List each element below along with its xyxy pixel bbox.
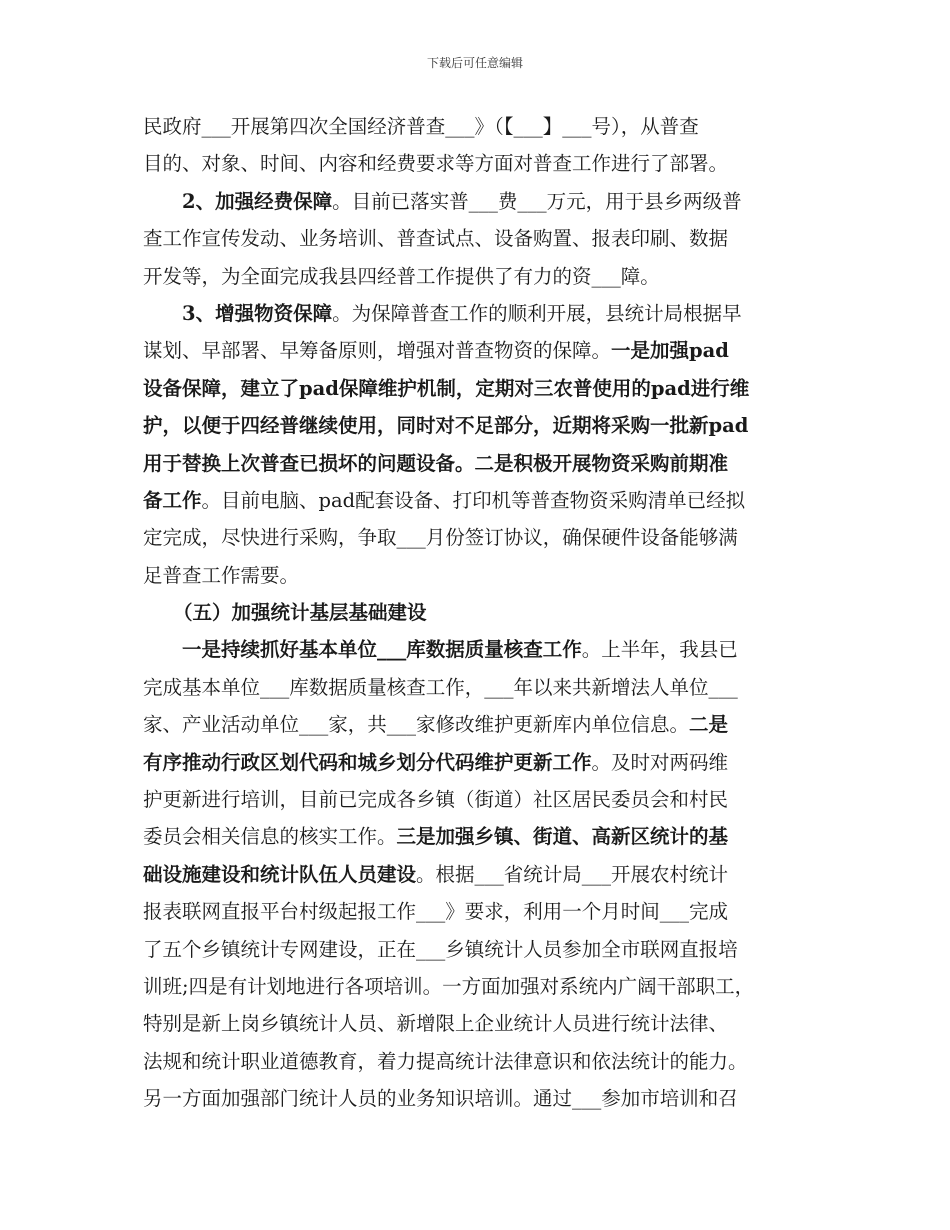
body-text: 护更新进行培训，目前已完成各乡镇（街道）社区居民委员会和村民 (143, 788, 729, 812)
text-line (143, 706, 823, 743)
text-line (143, 332, 823, 369)
text-line (143, 108, 823, 145)
text-line (143, 557, 823, 594)
body-text: 。根据___省统计局___开展农村统计 (416, 862, 729, 886)
text-line (143, 594, 823, 631)
text-line (143, 258, 823, 295)
text-line (143, 818, 823, 855)
bold-text: 2、加强经费保障 (182, 189, 333, 213)
text-line (143, 669, 823, 706)
document-body (143, 108, 823, 1118)
text-line (143, 183, 823, 220)
body-text: 民政府___开展第四次全国经济普查___》（【___】___号），从普查 (143, 115, 699, 138)
body-text: 家、产业活动单位___家，共___家修改维护更新库内单位信息。 (143, 713, 690, 737)
text-line (143, 295, 823, 332)
body-text: 报表联网直报平台村级起报工作___》要求，利用一个月时间___完成 (143, 900, 729, 924)
text-line (143, 893, 823, 930)
bold-text: 用于替换上次普查已损坏的问题设备。二是积极开展物资采购前期准 (143, 451, 729, 475)
body-text: 定完成，尽快进行采购，争取___月份签订协议，确保硬件设备能够满 (143, 526, 738, 550)
bold-text: 三是加强乡镇、街道、高新区统计的基 (396, 825, 729, 849)
body-text: 开发等，为全面完成我县四经普工作提供了有力的资___障。 (143, 264, 660, 288)
text-line (143, 744, 823, 781)
body-text: 。为保障普查工作的顺利开展，县统计局根据早 (332, 301, 742, 325)
text-line (143, 220, 823, 257)
body-text: 。目前已落实普___费___万元，用于县乡两级普 (332, 189, 742, 213)
body-text: 另一方面加强部门统计人员的业务知识培训。通过___参加市培训和召 (143, 1087, 738, 1111)
text-line (143, 781, 823, 818)
bold-text: 备工作 (143, 488, 202, 512)
body-text: 完成基本单位___库数据质量核查工作，___年以来共新增法人单位___ (143, 675, 738, 699)
bold-text: 二是 (689, 713, 729, 737)
body-text: 了五个乡镇统计专网建设，正在___乡镇统计人员参加全市联网直报培 (143, 937, 738, 961)
bold-text: 有序推动行政区划代码和城乡划分代码维护更新工作 (143, 750, 592, 774)
body-text: 目的、对象、时间、内容和经费要求等方面对普查工作进行了部署。 (143, 152, 729, 176)
text-line (143, 856, 823, 893)
bold-text: 护，以便于四经普继续使用，同时对不足部分，近期将采购一批新pad (143, 414, 749, 438)
text-line (143, 445, 823, 482)
text-line (143, 631, 823, 668)
body-text: 。及时对两码维 (591, 750, 729, 774)
page-header: 下载后可任意编辑 (426, 56, 523, 70)
body-text: 查工作宣传发动、业务培训、普查试点、设备购置、报表印刷、数据 (143, 227, 729, 251)
text-line (143, 519, 823, 556)
text-line (143, 407, 823, 444)
text-line (143, 1080, 823, 1117)
text-line (143, 1005, 823, 1042)
bold-text: 础设施建设和统计队伍人员建设 (143, 862, 417, 886)
text-line (143, 968, 823, 1005)
bold-text: 3、增强物资保障 (182, 301, 333, 325)
body-text: 委员会相关信息的核实工作。 (143, 825, 397, 849)
body-text: 训班;四是有计划地进行各项培训。一方面加强对系统内广阔干部职工， (143, 974, 755, 998)
body-text: 特别是新上岗乡镇统计人员、新增限上企业统计人员进行统计法律、 (143, 1012, 729, 1036)
bold-text: 一是加强pad (611, 339, 729, 363)
body-text: 足普查工作需要。 (143, 563, 300, 587)
body-text: 谋划、早部署、早筹备原则，增强对普查物资的保障。 (143, 339, 612, 363)
text-line (143, 145, 823, 182)
text-line (143, 370, 823, 407)
text-line (143, 1043, 823, 1080)
body-text: 。上半年，我县已 (581, 638, 738, 662)
body-text: 法规和统计职业道德教育，着力提高统计法律意识和依法统计的能力。 (143, 1049, 748, 1073)
bold-text: 设备保障，建立了pad保障维护机制，定期对三农普使用的pad进行维 (143, 376, 750, 400)
body-text: 。目前电脑、pad配套设备、打印机等普查物资采购清单已经拟 (201, 488, 746, 512)
text-line (143, 931, 823, 968)
bold-text: （五）加强统计基层基础建设 (173, 601, 427, 625)
text-line (143, 482, 823, 519)
bold-text: 一是持续抓好基本单位___库数据质量核查工作 (182, 638, 582, 662)
